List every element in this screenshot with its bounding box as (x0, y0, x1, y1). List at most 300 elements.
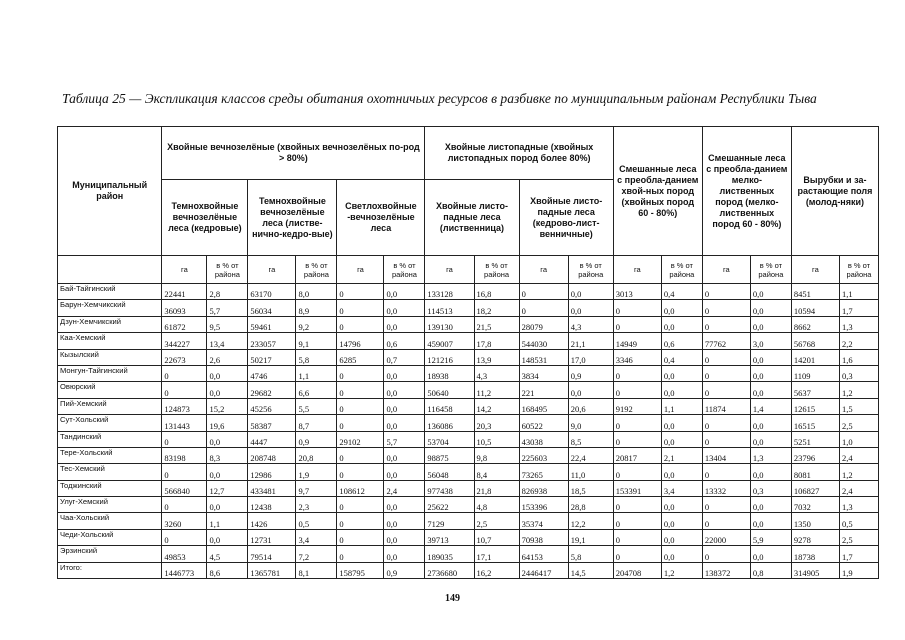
percent-cell: 2,3 (296, 497, 337, 513)
area-ha-cell: 60522 (519, 415, 568, 431)
area-ha-cell: 56048 (425, 464, 474, 480)
table-caption: Таблица 25 — Экспликация классов среды обитания охотничьих ресурсов в разбивке по муниципальным районам Республики Тыва (62, 91, 817, 106)
percent-cell: 0,0 (384, 546, 425, 562)
area-ha-cell: 0 (162, 497, 207, 513)
percent-cell: 17,1 (474, 546, 519, 562)
percent-cell: 0,9 (296, 431, 337, 447)
percent-cell: 1,3 (839, 497, 878, 513)
percent-cell: 21,5 (474, 316, 519, 332)
area-ha-cell: 50640 (425, 382, 474, 398)
percent-cell: 1,4 (750, 398, 791, 414)
percent-cell: 0,3 (750, 480, 791, 496)
percent-cell: 1,7 (839, 300, 878, 316)
area-ha-cell: 566840 (162, 480, 207, 496)
percent-cell: 0,5 (296, 513, 337, 529)
percent-cell: 0,0 (661, 431, 702, 447)
area-ha-cell: 114513 (425, 300, 474, 316)
area-ha-cell: 344227 (162, 333, 207, 349)
area-ha-cell: 22673 (162, 349, 207, 365)
area-ha-cell: 189035 (425, 546, 474, 562)
municipality-name: Барун-Хемчикский (58, 300, 162, 316)
area-ha-cell: 0 (337, 284, 384, 300)
area-ha-cell: 2736680 (425, 562, 474, 578)
area-ha-cell: 0 (337, 529, 384, 545)
percent-cell: 5,8 (568, 546, 613, 562)
percent-cell: 1,1 (839, 284, 878, 300)
table-row (58, 398, 879, 414)
percent-cell: 0,0 (384, 529, 425, 545)
area-ha-cell: 5251 (791, 431, 839, 447)
table-row (58, 546, 879, 562)
area-ha-cell: 0 (702, 431, 750, 447)
unit-ha: га (337, 256, 384, 284)
municipality-name: Кызылский (58, 349, 162, 365)
percent-cell: 12,7 (207, 480, 248, 496)
percent-cell: 1,5 (839, 398, 878, 414)
units-row (58, 256, 879, 284)
area-ha-cell: 22000 (702, 529, 750, 545)
percent-cell: 21,8 (474, 480, 519, 496)
area-ha-cell: 53704 (425, 431, 474, 447)
percent-cell: 4,3 (568, 316, 613, 332)
percent-cell: 0,0 (661, 546, 702, 562)
area-ha-cell: 116458 (425, 398, 474, 414)
percent-cell: 0,0 (661, 316, 702, 332)
header-group-coniferous-deciduous: Хвойные листопадные (хвойных листопадных пород более 80%) (425, 127, 613, 180)
area-ha-cell: 0 (613, 497, 661, 513)
area-ha-cell: 0 (702, 365, 750, 381)
area-ha-cell: 0 (613, 464, 661, 480)
header-group-mixed-coniferous: Смешанные леса с преобла-данием хвой-ных пород (хвойных пород 60 - 80%) (613, 127, 702, 256)
table-row (58, 349, 879, 365)
municipality-name: Тере-Хольский (58, 447, 162, 463)
percent-cell: 8,6 (207, 562, 248, 578)
header-sub-light-evergreen: Светлохвойные -вечнозелёные леса (337, 180, 425, 256)
area-ha-cell: 36093 (162, 300, 207, 316)
area-ha-cell: 0 (702, 513, 750, 529)
header-group-clearings: Вырубки и за-растающие поля (молод-няки) (791, 127, 878, 256)
percent-cell: 0,0 (384, 382, 425, 398)
area-ha-cell: 544030 (519, 333, 568, 349)
percent-cell: 9,8 (474, 447, 519, 463)
table-row (58, 447, 879, 463)
area-ha-cell: 73265 (519, 464, 568, 480)
area-ha-cell: 45256 (248, 398, 296, 414)
area-ha-cell: 63170 (248, 284, 296, 300)
percent-cell: 1,9 (296, 464, 337, 480)
percent-cell: 2,5 (474, 513, 519, 529)
table-row (58, 316, 879, 332)
area-ha-cell: 18938 (425, 365, 474, 381)
percent-cell: 5,8 (296, 349, 337, 365)
area-ha-cell: 8662 (791, 316, 839, 332)
area-ha-cell: 28079 (519, 316, 568, 332)
percent-cell: 0,0 (661, 300, 702, 316)
area-ha-cell: 13332 (702, 480, 750, 496)
area-ha-cell: 0 (162, 464, 207, 480)
area-ha-cell: 0 (162, 529, 207, 545)
percent-cell: 1,1 (296, 365, 337, 381)
area-ha-cell: 43038 (519, 431, 568, 447)
table-row (58, 480, 879, 496)
percent-cell: 0,0 (384, 398, 425, 414)
percent-cell: 7,2 (296, 546, 337, 562)
percent-cell: 0,0 (661, 529, 702, 545)
area-ha-cell: 25622 (425, 497, 474, 513)
area-ha-cell: 14201 (791, 349, 839, 365)
percent-cell: 0,0 (207, 529, 248, 545)
percent-cell: 1,1 (661, 398, 702, 414)
percent-cell: 12,2 (568, 513, 613, 529)
area-ha-cell: 18738 (791, 546, 839, 562)
percent-cell: 0,0 (384, 513, 425, 529)
header-municipality: Муниципальный район (58, 127, 162, 256)
percent-cell: 11,0 (568, 464, 613, 480)
percent-cell: 0,0 (750, 349, 791, 365)
percent-cell: 0,4 (661, 349, 702, 365)
percent-cell: 2,4 (839, 447, 878, 463)
percent-cell: 2,8 (207, 284, 248, 300)
unit-ha: га (702, 256, 750, 284)
percent-cell: 5,7 (384, 431, 425, 447)
area-ha-cell: 0 (337, 382, 384, 398)
header-group-mixed-smallleaf: Смешанные леса с преобла-данием мелко-лиственных пород (мелко-лиственных пород 60 - 80%) (702, 127, 791, 256)
area-ha-cell: 168495 (519, 398, 568, 414)
percent-cell: 18,5 (568, 480, 613, 496)
area-ha-cell: 23796 (791, 447, 839, 463)
area-ha-cell: 35374 (519, 513, 568, 529)
percent-cell: 4,5 (207, 546, 248, 562)
area-ha-cell: 0 (162, 365, 207, 381)
area-ha-cell: 0 (519, 284, 568, 300)
area-ha-cell: 20817 (613, 447, 661, 463)
municipality-name: Тоджинский (58, 480, 162, 496)
area-ha-cell: 8081 (791, 464, 839, 480)
area-ha-cell: 826938 (519, 480, 568, 496)
percent-cell: 16,8 (474, 284, 519, 300)
area-ha-cell: 433481 (248, 480, 296, 496)
area-ha-cell: 0 (702, 464, 750, 480)
percent-cell: 0,0 (750, 546, 791, 562)
percent-cell: 22,4 (568, 447, 613, 463)
percent-cell: 10,7 (474, 529, 519, 545)
area-ha-cell: 148531 (519, 349, 568, 365)
percent-cell: 0,8 (750, 562, 791, 578)
table-row (58, 431, 879, 447)
area-ha-cell: 153396 (519, 497, 568, 513)
percent-cell: 0,0 (568, 284, 613, 300)
area-ha-cell: 0 (702, 300, 750, 316)
percent-cell: 0,0 (384, 365, 425, 381)
percent-cell: 6,6 (296, 382, 337, 398)
area-ha-cell: 0 (613, 529, 661, 545)
percent-cell: 20,6 (568, 398, 613, 414)
area-ha-cell: 3260 (162, 513, 207, 529)
area-ha-cell: 0 (613, 382, 661, 398)
area-ha-cell: 0 (613, 300, 661, 316)
municipality-name: Эрзинский (58, 546, 162, 562)
area-ha-cell: 5637 (791, 382, 839, 398)
percent-cell: 8,0 (296, 284, 337, 300)
area-ha-cell: 0 (702, 382, 750, 398)
area-ha-cell: 98875 (425, 447, 474, 463)
area-ha-cell: 0 (337, 546, 384, 562)
area-ha-cell: 1426 (248, 513, 296, 529)
percent-cell: 2,2 (839, 333, 878, 349)
percent-cell: 2,4 (839, 480, 878, 496)
percent-cell: 0,0 (384, 447, 425, 463)
area-ha-cell: 133128 (425, 284, 474, 300)
percent-cell: 19,1 (568, 529, 613, 545)
municipality-name: Тандинский (58, 431, 162, 447)
table-row (58, 382, 879, 398)
unit-ha: га (162, 256, 207, 284)
area-ha-cell: 1350 (791, 513, 839, 529)
area-ha-cell: 1365781 (248, 562, 296, 578)
area-ha-cell: 59461 (248, 316, 296, 332)
percent-cell: 0,0 (750, 300, 791, 316)
area-ha-cell: 83198 (162, 447, 207, 463)
area-ha-cell: 8451 (791, 284, 839, 300)
percent-cell: 0,0 (207, 382, 248, 398)
municipality-name: Улуг-Хемский (58, 497, 162, 513)
total-row (58, 562, 879, 578)
percent-cell: 0,0 (661, 497, 702, 513)
area-ha-cell: 136086 (425, 415, 474, 431)
area-ha-cell: 0 (337, 447, 384, 463)
area-ha-cell: 124873 (162, 398, 207, 414)
municipality-name: Монгун-Тайгинский (58, 365, 162, 381)
unit-ha: га (248, 256, 296, 284)
area-ha-cell: 131443 (162, 415, 207, 431)
area-ha-cell: 158795 (337, 562, 384, 578)
area-ha-cell: 0 (613, 513, 661, 529)
header-sub-cedar-larch: Хвойные листо-падные леса (кедрово-лист-венничные) (519, 180, 613, 256)
percent-cell: 5,7 (207, 300, 248, 316)
percent-cell: 0,0 (384, 284, 425, 300)
percent-cell: 2,5 (839, 529, 878, 545)
area-ha-cell: 208748 (248, 447, 296, 463)
percent-cell: 0,0 (750, 284, 791, 300)
percent-cell: 0,0 (750, 464, 791, 480)
percent-cell: 4,3 (474, 365, 519, 381)
percent-cell: 0,0 (661, 464, 702, 480)
area-ha-cell: 108612 (337, 480, 384, 496)
percent-cell: 0,0 (750, 513, 791, 529)
area-ha-cell: 0 (702, 349, 750, 365)
percent-cell: 20,8 (296, 447, 337, 463)
area-ha-cell: 0 (337, 415, 384, 431)
percent-cell: 8,1 (296, 562, 337, 578)
percent-cell: 0,0 (384, 300, 425, 316)
area-ha-cell: 314905 (791, 562, 839, 578)
percent-cell: 8,3 (207, 447, 248, 463)
area-ha-cell: 1109 (791, 365, 839, 381)
percent-cell: 8,9 (296, 300, 337, 316)
percent-cell: 9,7 (296, 480, 337, 496)
percent-cell: 0,0 (750, 431, 791, 447)
area-ha-cell: 3013 (613, 284, 661, 300)
area-ha-cell: 14949 (613, 333, 661, 349)
area-ha-cell: 13404 (702, 447, 750, 463)
percent-cell: 0,0 (750, 365, 791, 381)
table-row (58, 513, 879, 529)
unit-pct: в % от района (568, 256, 613, 284)
table-row (58, 284, 879, 300)
percent-cell: 0,0 (661, 513, 702, 529)
area-ha-cell: 56034 (248, 300, 296, 316)
percent-cell: 0,0 (750, 382, 791, 398)
municipality-name: Дзун-Хемчикский (58, 316, 162, 332)
area-ha-cell: 0 (337, 464, 384, 480)
percent-cell: 8,4 (474, 464, 519, 480)
percent-cell: 1,2 (839, 382, 878, 398)
percent-cell: 0,0 (207, 431, 248, 447)
page-number: 149 (445, 593, 460, 604)
unit-pct: в % от района (207, 256, 248, 284)
unit-pct: в % от района (661, 256, 702, 284)
unit-pct: в % от района (839, 256, 878, 284)
area-ha-cell: 0 (337, 300, 384, 316)
table-row (58, 464, 879, 480)
percent-cell: 0,0 (207, 464, 248, 480)
percent-cell: 0,0 (207, 497, 248, 513)
area-ha-cell: 12438 (248, 497, 296, 513)
header-sub-larch: Хвойные листо-падные леса (лиственница) (425, 180, 519, 256)
percent-cell: 0,0 (384, 316, 425, 332)
area-ha-cell: 1446773 (162, 562, 207, 578)
percent-cell: 14,2 (474, 398, 519, 414)
percent-cell: 8,7 (296, 415, 337, 431)
area-ha-cell: 14796 (337, 333, 384, 349)
percent-cell: 1,3 (750, 447, 791, 463)
municipality-name: Итого: (58, 562, 162, 578)
area-ha-cell: 0 (519, 300, 568, 316)
percent-cell: 19,6 (207, 415, 248, 431)
area-ha-cell: 459007 (425, 333, 474, 349)
table-row (58, 300, 879, 316)
percent-cell: 0,0 (384, 497, 425, 513)
area-ha-cell: 29682 (248, 382, 296, 398)
percent-cell: 0,0 (750, 497, 791, 513)
area-ha-cell: 10594 (791, 300, 839, 316)
area-ha-cell: 70938 (519, 529, 568, 545)
percent-cell: 5,5 (296, 398, 337, 414)
percent-cell: 18,2 (474, 300, 519, 316)
area-ha-cell: 22441 (162, 284, 207, 300)
table-row (58, 497, 879, 513)
header-group-coniferous-evergreen: Хвойные вечнозелёные (хвойных вечнозелёных по-род > 80%) (162, 127, 425, 180)
area-ha-cell: 121216 (425, 349, 474, 365)
area-ha-cell: 233057 (248, 333, 296, 349)
percent-cell: 1,2 (661, 562, 702, 578)
area-ha-cell: 153391 (613, 480, 661, 496)
percent-cell: 1,9 (839, 562, 878, 578)
percent-cell: 1,3 (839, 316, 878, 332)
area-ha-cell: 58387 (248, 415, 296, 431)
percent-cell: 0,9 (384, 562, 425, 578)
area-ha-cell: 64153 (519, 546, 568, 562)
percent-cell: 0,0 (661, 365, 702, 381)
header-sub-dark-cedar: Темнохвойные вечнозелёные леса (кедровые) (162, 180, 248, 256)
area-ha-cell: 0 (162, 382, 207, 398)
percent-cell: 28,8 (568, 497, 613, 513)
area-ha-cell: 3346 (613, 349, 661, 365)
area-ha-cell: 204708 (613, 562, 661, 578)
percent-cell: 8,5 (568, 431, 613, 447)
percent-cell: 21,1 (568, 333, 613, 349)
area-ha-cell: 6285 (337, 349, 384, 365)
area-ha-cell: 0 (613, 415, 661, 431)
area-ha-cell: 4447 (248, 431, 296, 447)
percent-cell: 0,5 (839, 513, 878, 529)
header-sub-dark-larch-cedar: Темнохвойные вечнозелёные леса (листве-нично-кедро-вые) (248, 180, 337, 256)
percent-cell: 2,4 (384, 480, 425, 496)
area-ha-cell: 0 (702, 284, 750, 300)
area-ha-cell: 0 (337, 497, 384, 513)
unit-ha: га (519, 256, 568, 284)
percent-cell: 0,0 (568, 300, 613, 316)
table-row (58, 333, 879, 349)
percent-cell: 10,5 (474, 431, 519, 447)
area-ha-cell: 3834 (519, 365, 568, 381)
area-ha-cell: 0 (613, 365, 661, 381)
habitat-table (57, 126, 879, 579)
area-ha-cell: 11874 (702, 398, 750, 414)
unit-ha: га (791, 256, 839, 284)
percent-cell: 0,0 (661, 415, 702, 431)
municipality-name: Тес-Хемский (58, 464, 162, 480)
table-row (58, 529, 879, 545)
area-ha-cell: 9192 (613, 398, 661, 414)
percent-cell: 1,6 (839, 349, 878, 365)
percent-cell: 13,9 (474, 349, 519, 365)
area-ha-cell: 0 (613, 431, 661, 447)
percent-cell: 4,8 (474, 497, 519, 513)
area-ha-cell: 106827 (791, 480, 839, 496)
area-ha-cell: 4746 (248, 365, 296, 381)
area-ha-cell: 0 (337, 316, 384, 332)
area-ha-cell: 0 (613, 546, 661, 562)
unit-pct: в % от района (474, 256, 519, 284)
area-ha-cell: 0 (702, 316, 750, 332)
percent-cell: 0,0 (750, 415, 791, 431)
area-ha-cell: 50217 (248, 349, 296, 365)
percent-cell: 9,0 (568, 415, 613, 431)
municipality-name: Чаа-Хольский (58, 513, 162, 529)
area-ha-cell: 977438 (425, 480, 474, 496)
municipality-name: Сут-Хольский (58, 415, 162, 431)
area-ha-cell: 7032 (791, 497, 839, 513)
percent-cell: 1,7 (839, 546, 878, 562)
percent-cell: 13,4 (207, 333, 248, 349)
area-ha-cell: 0 (613, 316, 661, 332)
table-body (58, 284, 879, 579)
percent-cell: 9,1 (296, 333, 337, 349)
percent-cell: 0,0 (384, 415, 425, 431)
area-ha-cell: 0 (162, 431, 207, 447)
area-ha-cell: 0 (702, 546, 750, 562)
unit-ha: га (613, 256, 661, 284)
percent-cell: 1,0 (839, 431, 878, 447)
percent-cell: 17,0 (568, 349, 613, 365)
unit-pct: в % от района (750, 256, 791, 284)
percent-cell: 0,6 (661, 333, 702, 349)
table-row (58, 365, 879, 381)
percent-cell: 11,2 (474, 382, 519, 398)
percent-cell: 5,9 (750, 529, 791, 545)
percent-cell: 16,2 (474, 562, 519, 578)
